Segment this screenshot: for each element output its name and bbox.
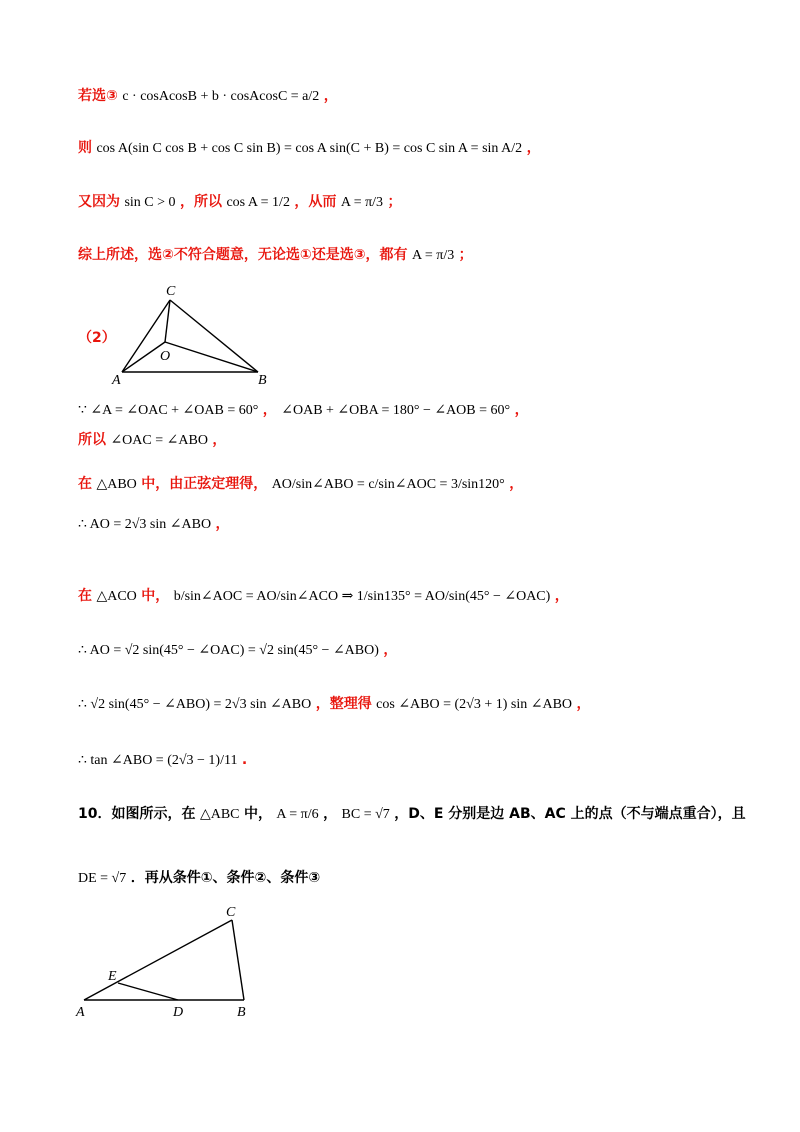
- label-o: O: [160, 349, 171, 364]
- line-sine-law-abo: 在 △ABO 中，由正弦定理得， AO/sin∠ABO = c/sin∠AOC = 3/sin120° ，: [78, 476, 524, 492]
- triangle-figure-2: [70, 900, 270, 1030]
- line-ao-eq-2: ∴ AO = √2 sin(45° − ∠OAC) = √2 sin(45° − ∠ABO) ，: [78, 642, 398, 658]
- line-then: 则 cos A(sin C cos B + cos C sin B) = cos A sin(C + B) = cos C sin A = sin A/2 ，: [78, 140, 541, 156]
- triangle-figure-1: [110, 280, 310, 390]
- part-2-label: （2）: [78, 330, 116, 346]
- line-sine-law-aco: 在 △ACO 中， b/sin∠AOC = AO/sin∠ACO ⇒ 1/sin135° = AO/sin(45° − ∠OAC) ，: [78, 588, 569, 604]
- math-expr: c · cosAcosB + b · cosAcosC = a/2: [122, 89, 320, 104]
- label-b: B: [237, 1005, 246, 1020]
- question-10: 10．如图所示，在 △ABC 中， A = π/6 ， BC = √7 ，D、E 分别是边 AB、AC 上的点（不与端点重合），且: [78, 806, 746, 822]
- line-choose-3: 若选③ c · cosAcosB + b · cosAcosC = a/2 ，: [78, 88, 338, 104]
- label-c: C: [166, 284, 176, 299]
- line-so: 所以 ∠OAC = ∠ABO ，: [78, 432, 227, 448]
- label-c: C: [226, 905, 236, 920]
- line-summary: 综上所述，选②不符合题意，无论选①还是选③，都有 A = π/3 ；: [78, 247, 473, 263]
- question-10-cont: DE = √7 ．再从条件①、条件②、条件③: [78, 870, 321, 886]
- line-arrange: ∴ √2 sin(45° − ∠ABO) = 2√3 sin ∠ABO ，整理得 cos ∠ABO = (2√3 + 1) sin ∠ABO ，: [78, 696, 591, 712]
- label-a: A: [76, 1005, 85, 1020]
- label-d: D: [173, 1005, 184, 1020]
- line-because: 又因为 sin C > 0 ，所以 cos A = 1/2 ，从而 A = π/3 ；: [78, 194, 402, 210]
- label-a: A: [112, 373, 121, 388]
- line-tan-result: ∴ tan ∠ABO = (2√3 − 1)/11 .: [78, 752, 248, 768]
- line-angle-sum: ∵ ∠A = ∠OAC + ∠OAB = 60° ， ∠OAB + ∠OBA = 180° − ∠AOB = 60° ，: [78, 402, 529, 418]
- math-expr: cos A(sin C cos B + cos C sin B) = cos A sin(C + B) = cos C sin A = sin A/2: [96, 141, 523, 156]
- line-ao-eq-1: ∴ AO = 2√3 sin ∠ABO ，: [78, 516, 230, 532]
- label-e: E: [108, 969, 117, 984]
- label-b: B: [258, 373, 267, 388]
